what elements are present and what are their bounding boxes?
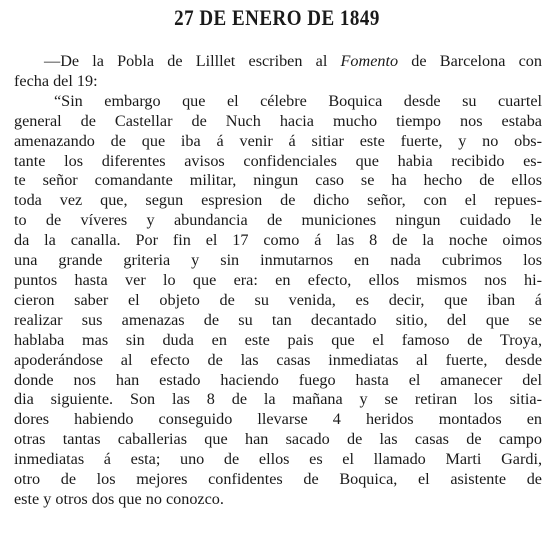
text-line: tante los diferentes avisos confidenciales que habia recibido es- xyxy=(14,151,542,170)
text-line: otras tantas caballerias que han sacado de las casas de campo xyxy=(14,430,542,449)
text-line: dores habiendo conseguido llevarse 4 heridos montados en xyxy=(14,410,542,429)
text-line: puntos hasta ver lo que era: en efecto, ellos mismos nos hi- xyxy=(14,270,542,289)
text-line: general de Castellar de Nuch hacia mucho tiempo nos estaba xyxy=(14,111,542,130)
text-line: este y otros dos que no conozco. xyxy=(14,489,224,508)
date-heading: 27 DE ENERO DE 1849 xyxy=(174,6,380,31)
text-line: inmediatas á esta; uno de ellos es el llamado Marti Gardi, xyxy=(14,450,542,469)
text-line: —De la Pobla de Lilllet escriben al Fomento de Barcelona con xyxy=(44,52,542,70)
text-line: te señor comandante militar, ningun caso se ha hecho de ellos xyxy=(14,171,542,190)
text-line: “Sin embargo que el célebre Boquica desde su cuartel xyxy=(54,91,542,110)
text-line: donde nos han estado haciendo fuego hasta el amanecer del xyxy=(14,370,542,389)
text-line: toda vez que, segun espresion de dicho señor, con el repues- xyxy=(14,191,542,210)
text-line: dia siguiente. Son las 8 de la mañana y se retiran los sitia- xyxy=(14,390,542,409)
text-line: cieron saber el objeto de su venida, es decir, que iban á xyxy=(14,290,542,309)
text-line: fecha del 19: xyxy=(14,71,98,90)
text-line: da la canalla. Por fin el 17 como á las 8 de la noche oimos xyxy=(14,231,542,250)
text-line: apoderándose al efecto de las casas inmediatas al fuerte, desde xyxy=(14,350,542,369)
article-body xyxy=(14,52,542,510)
text-line: amenazando de que iba á venir á sitiar este fuerte, y no obs- xyxy=(14,131,542,150)
text-line: hablaba mas sin duda en este pais que el famoso de Troya, xyxy=(14,330,542,349)
text-line: una grande griteria y sin inmutarnos en nada cubrimos los xyxy=(14,251,542,270)
text-line: otro de los mejores confidentes de Boquica, el asistente de xyxy=(14,470,542,489)
text-line: to de víveres y abundancia de municiones ningun cuidado le xyxy=(14,211,542,230)
text-line: realizar sus amenazas de su tan decantado sitio, del que se xyxy=(14,310,542,329)
